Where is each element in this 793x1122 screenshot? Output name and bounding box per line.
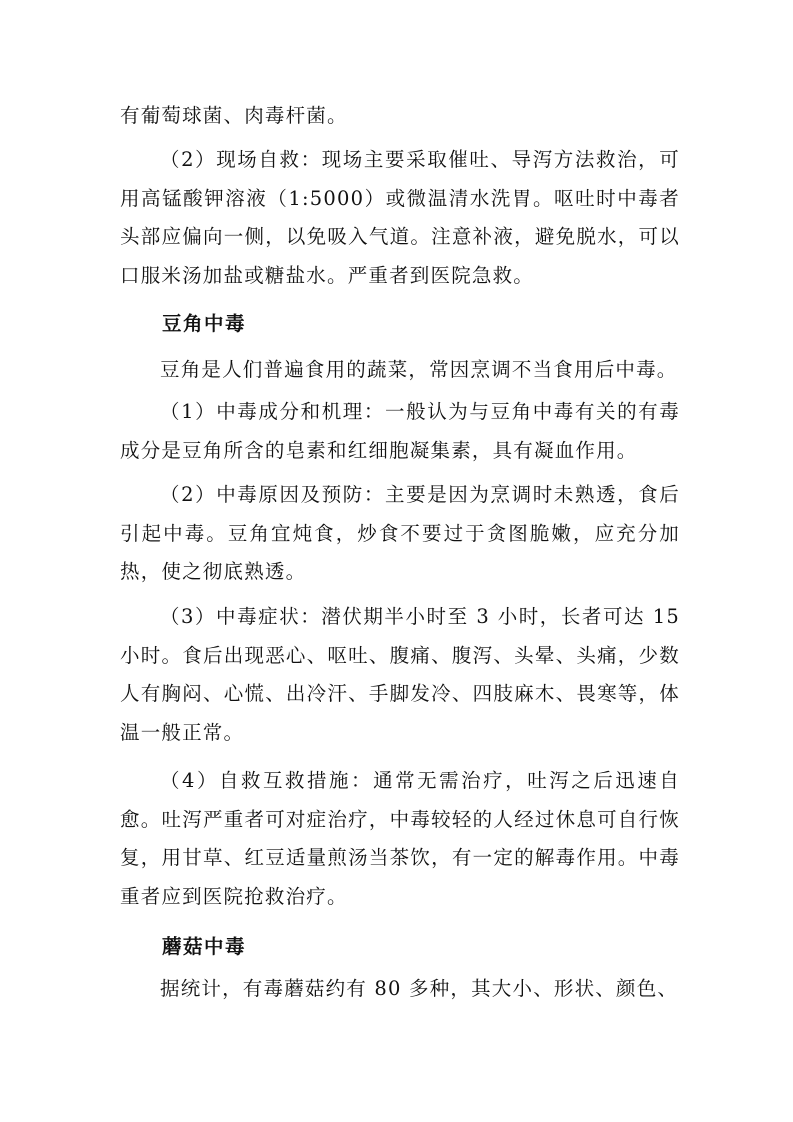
paragraph-cause-prevention: （2）中毒原因及预防：主要是因为烹调时未熟透，食后引起中毒。豆角宜炖食，炒食不要过于贪图脆嫩，应充分加热，使之彻底熟透。 [120, 483, 680, 583]
section-heading-mushroom-poisoning: 蘑菇中毒 [162, 935, 247, 958]
paragraph-rescue-measures: （4）自救互救措施：通常无需治疗，吐泻之后迅速自愈。吐泻严重者可对症治疗，中毒较轻的人经过休息可自行恢复，用甘草、红豆适量煎汤当茶饮，有一定的解毒作用。中毒重者应到医院抢救治疗。 [120, 769, 680, 908]
paragraph-bacteria-continuation: 有葡萄球菌、肉毒杆菌。 [120, 104, 348, 127]
paragraph-mushroom-intro: 据统计，有毒蘑菇约有 80 多种，其大小、形状、颜色、 [160, 977, 679, 1000]
section-heading-bean-poisoning: 豆角中毒 [162, 312, 247, 335]
paragraph-bean-intro: 豆角是人们普遍食用的蔬菜，常因烹调不当食用后中毒。 [160, 358, 678, 381]
paragraph-onsite-self-rescue: （2）现场自救：现场主要采取催吐、导泻方法救治，可用高锰酸钾溶液（1:5000）或微温清水洗胃。呕吐时中毒者头部应偏向一侧，以免吸入气道。注意补液，避免脱水，可以口服米汤加盐或糖盐水。严重者到医院急救。 [120, 148, 680, 287]
paragraph-symptoms: （3）中毒症状：潜伏期半小时至 3 小时，长者可达 15 小时。食后出现恶心、呕吐、腹痛、腹泻、头晕、头痛，少数人有胸闷、心慌、出冷汗、手脚发冷、四肢麻木、畏寒等，体温一般正常。 [120, 605, 680, 744]
paragraph-toxic-components: （1）中毒成分和机理：一般认为与豆角中毒有关的有毒成分是豆角所含的皂素和红细胞凝集素，具有凝血作用。 [120, 400, 680, 462]
